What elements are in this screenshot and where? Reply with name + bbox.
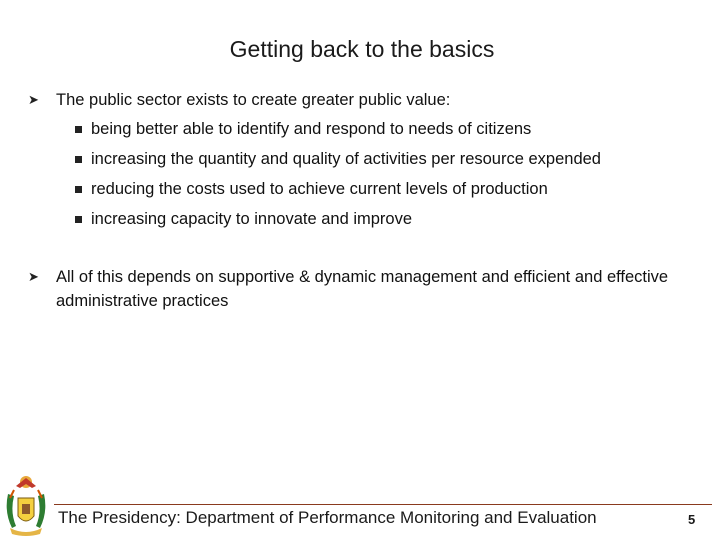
square-bullet-icon xyxy=(75,156,82,163)
arrowhead-bullet-icon: ➤ xyxy=(28,92,39,107)
page-number: 5 xyxy=(688,512,696,527)
sub-bullet-text: being better able to identify and respond to needs of citizens xyxy=(91,120,532,138)
sub-bullet-text: increasing capacity to innovate and improve xyxy=(91,210,413,228)
sub-bullet-item xyxy=(75,177,704,207)
sub-bullet-item xyxy=(75,147,704,177)
square-bullet-icon xyxy=(75,186,82,193)
bullet-text: All of this depends on supportive & dynamic management and efficient and effective administrative practices xyxy=(56,268,669,310)
bullet-text: The public sector exists to create greater public value: xyxy=(56,91,451,109)
sub-bullet-text: increasing the quantity and quality of activities per resource expended xyxy=(91,150,601,168)
arrowhead-bullet-icon: ➤ xyxy=(28,269,39,284)
square-bullet-icon xyxy=(75,216,82,223)
sub-bullet-item xyxy=(75,207,704,237)
bullet-item xyxy=(24,265,704,313)
south-africa-coat-of-arms-icon xyxy=(2,472,50,538)
sub-bullet-list xyxy=(75,117,704,237)
square-bullet-icon xyxy=(75,126,82,133)
sub-bullet-item xyxy=(75,117,704,147)
bullet-item xyxy=(24,88,704,112)
content-area xyxy=(24,88,704,313)
sub-bullet-text: reducing the costs used to achieve current levels of production xyxy=(91,180,548,198)
footer-divider xyxy=(54,504,712,505)
footer-organization: The Presidency: Department of Performance Monitoring and Evaluation xyxy=(58,508,597,527)
slide-title: Getting back to the basics xyxy=(229,36,495,62)
